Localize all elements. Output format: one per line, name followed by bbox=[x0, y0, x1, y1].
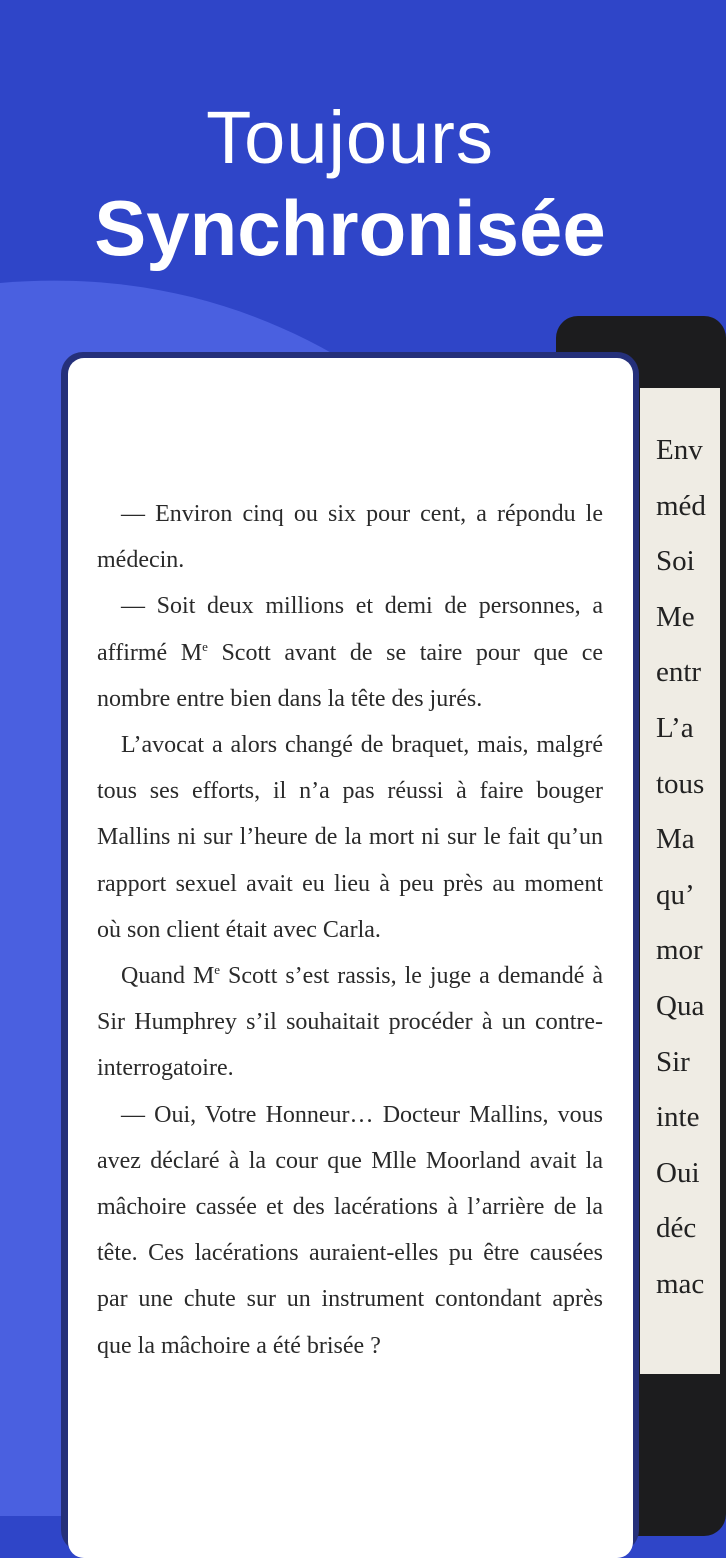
book-paragraph: — Oui, Votre Honneur… Docteur Mallins, vous avez déclaré à la cour que Mlle Moorland avait la mâchoire cassée et des lacérations à l’arrière de la tête. Ces lacérations auraient-elles pu être causées par une chute sur un instrument contondant après que la mâchoire a été brisée ? bbox=[97, 1101, 603, 1359]
book-paragraph: L’avocat a alors changé de braquet, mais, malgré tous ses efforts, il n’a pas réussi à faire bouger Mallins ni sur l’heure de la mort ni sur le fait qu’un rapport sexuel avait eu lieu à peu près au moment où son client était avec Carla. bbox=[97, 732, 603, 943]
back-book-line: qu’ bbox=[656, 878, 695, 911]
back-book-line: méd bbox=[656, 489, 706, 522]
book-paragraph: — Environ cinq ou six pour cent, a répondu le médecin. bbox=[97, 501, 603, 574]
back-book-line: tous bbox=[656, 767, 705, 800]
headline-line-2: Synchronisée bbox=[94, 184, 606, 272]
back-book-line: mor bbox=[656, 934, 703, 967]
back-book-line: Sir bbox=[656, 1045, 690, 1078]
back-book-line: mac bbox=[656, 1268, 705, 1300]
book-paragraph: Quand Me Scott s’est rassis, le juge a demandé à Sir Humphrey s’il souhaitait procéder à un contre-interrogatoire. bbox=[97, 962, 604, 1082]
back-book-line: Ma bbox=[656, 823, 695, 856]
back-book-line: Env bbox=[656, 434, 703, 466]
back-ereader-screen bbox=[640, 388, 720, 1374]
back-book-line: Oui bbox=[656, 1156, 700, 1189]
back-book-line: inte bbox=[656, 1101, 700, 1134]
back-book-line: L’a bbox=[656, 712, 694, 744]
back-book-line: déc bbox=[656, 1212, 697, 1245]
book-page-text bbox=[97, 491, 603, 1369]
book-paragraph: — Soit deux millions et demi de personnes, a affirmé Me Scott avant de se taire pour que ce nombre entre bien dans la tête des jurés. bbox=[97, 593, 603, 712]
headline bbox=[0, 96, 700, 274]
back-book-line: entr bbox=[656, 656, 702, 689]
headline-line-1: Toujours bbox=[206, 96, 494, 179]
back-book-line: Soi bbox=[656, 545, 695, 578]
back-book-line: Qua bbox=[656, 990, 705, 1022]
back-book-line: Me bbox=[656, 600, 695, 633]
